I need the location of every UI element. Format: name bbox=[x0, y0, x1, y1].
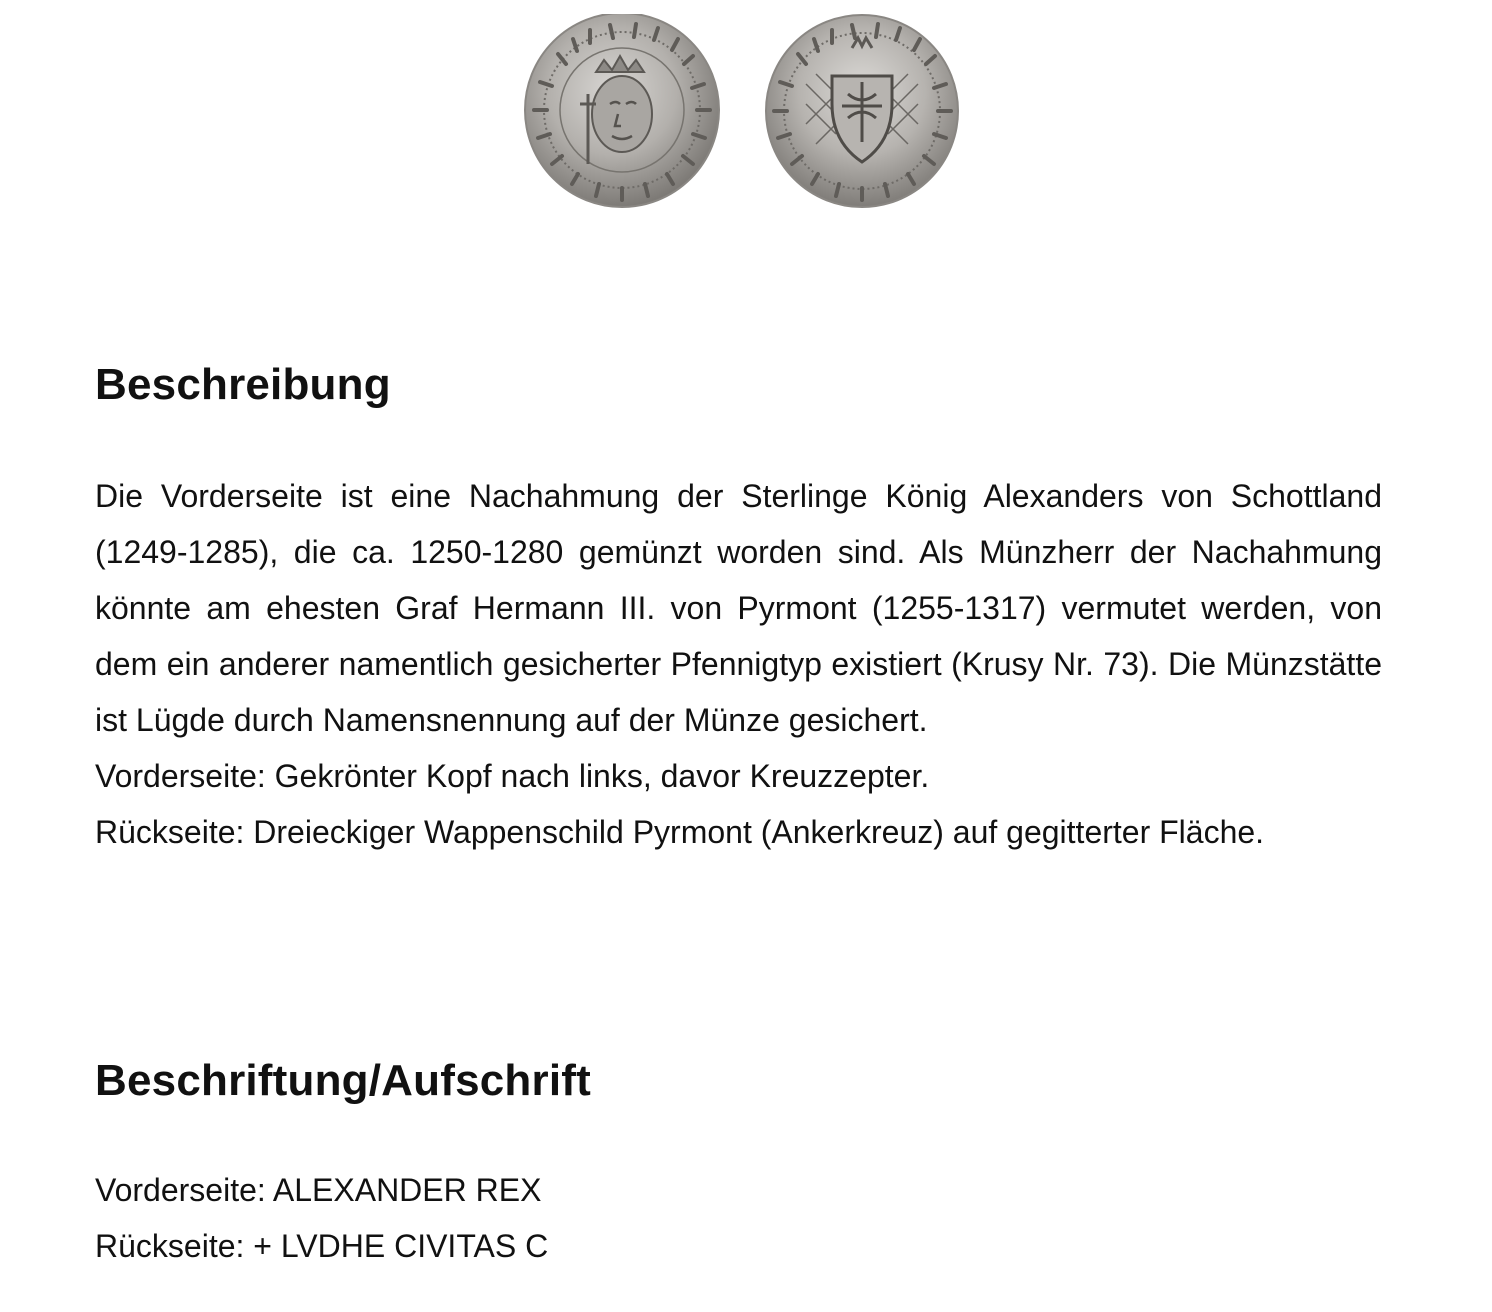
description-paragraph: Die Vorderseite ist eine Nachahmung der Sterlinge König Alexanders von Schottland (1249-1285), die ca. 1250-1280 gemünzt worden sind. Als Münzherr der Nachahmung könnte am ehesten Graf Hermann III. von Pyrmont (1255-1317) vermutet werden, von dem ein anderer namentlich gesicherter Pfennigtyp existiert (Krusy Nr. 73). Die Münzstätte ist Lügde durch Namensnennung auf der Münze gesichert. bbox=[95, 478, 1382, 738]
description-heading: Beschreibung bbox=[95, 360, 391, 409]
coin-reverse-image bbox=[766, 15, 958, 207]
inscription-heading: Beschriftung/Aufschrift bbox=[95, 1056, 591, 1105]
inscription-reverse: Rückseite: + LVDHE CIVITAS C bbox=[95, 1228, 549, 1264]
inscription-obverse: Vorderseite: ALEXANDER REX bbox=[95, 1172, 542, 1208]
description-reverse: Rückseite: Dreieckiger Wappenschild Pyrmont (Ankerkreuz) auf gegitterter Fläche. bbox=[95, 814, 1265, 850]
description-obverse: Vorderseite: Gekrönter Kopf nach links, davor Kreuzzepter. bbox=[95, 758, 930, 794]
coin-obverse-image bbox=[525, 14, 719, 207]
coin-images bbox=[518, 14, 963, 208]
inscription-section bbox=[95, 1162, 1382, 1274]
description-section bbox=[95, 468, 1382, 860]
